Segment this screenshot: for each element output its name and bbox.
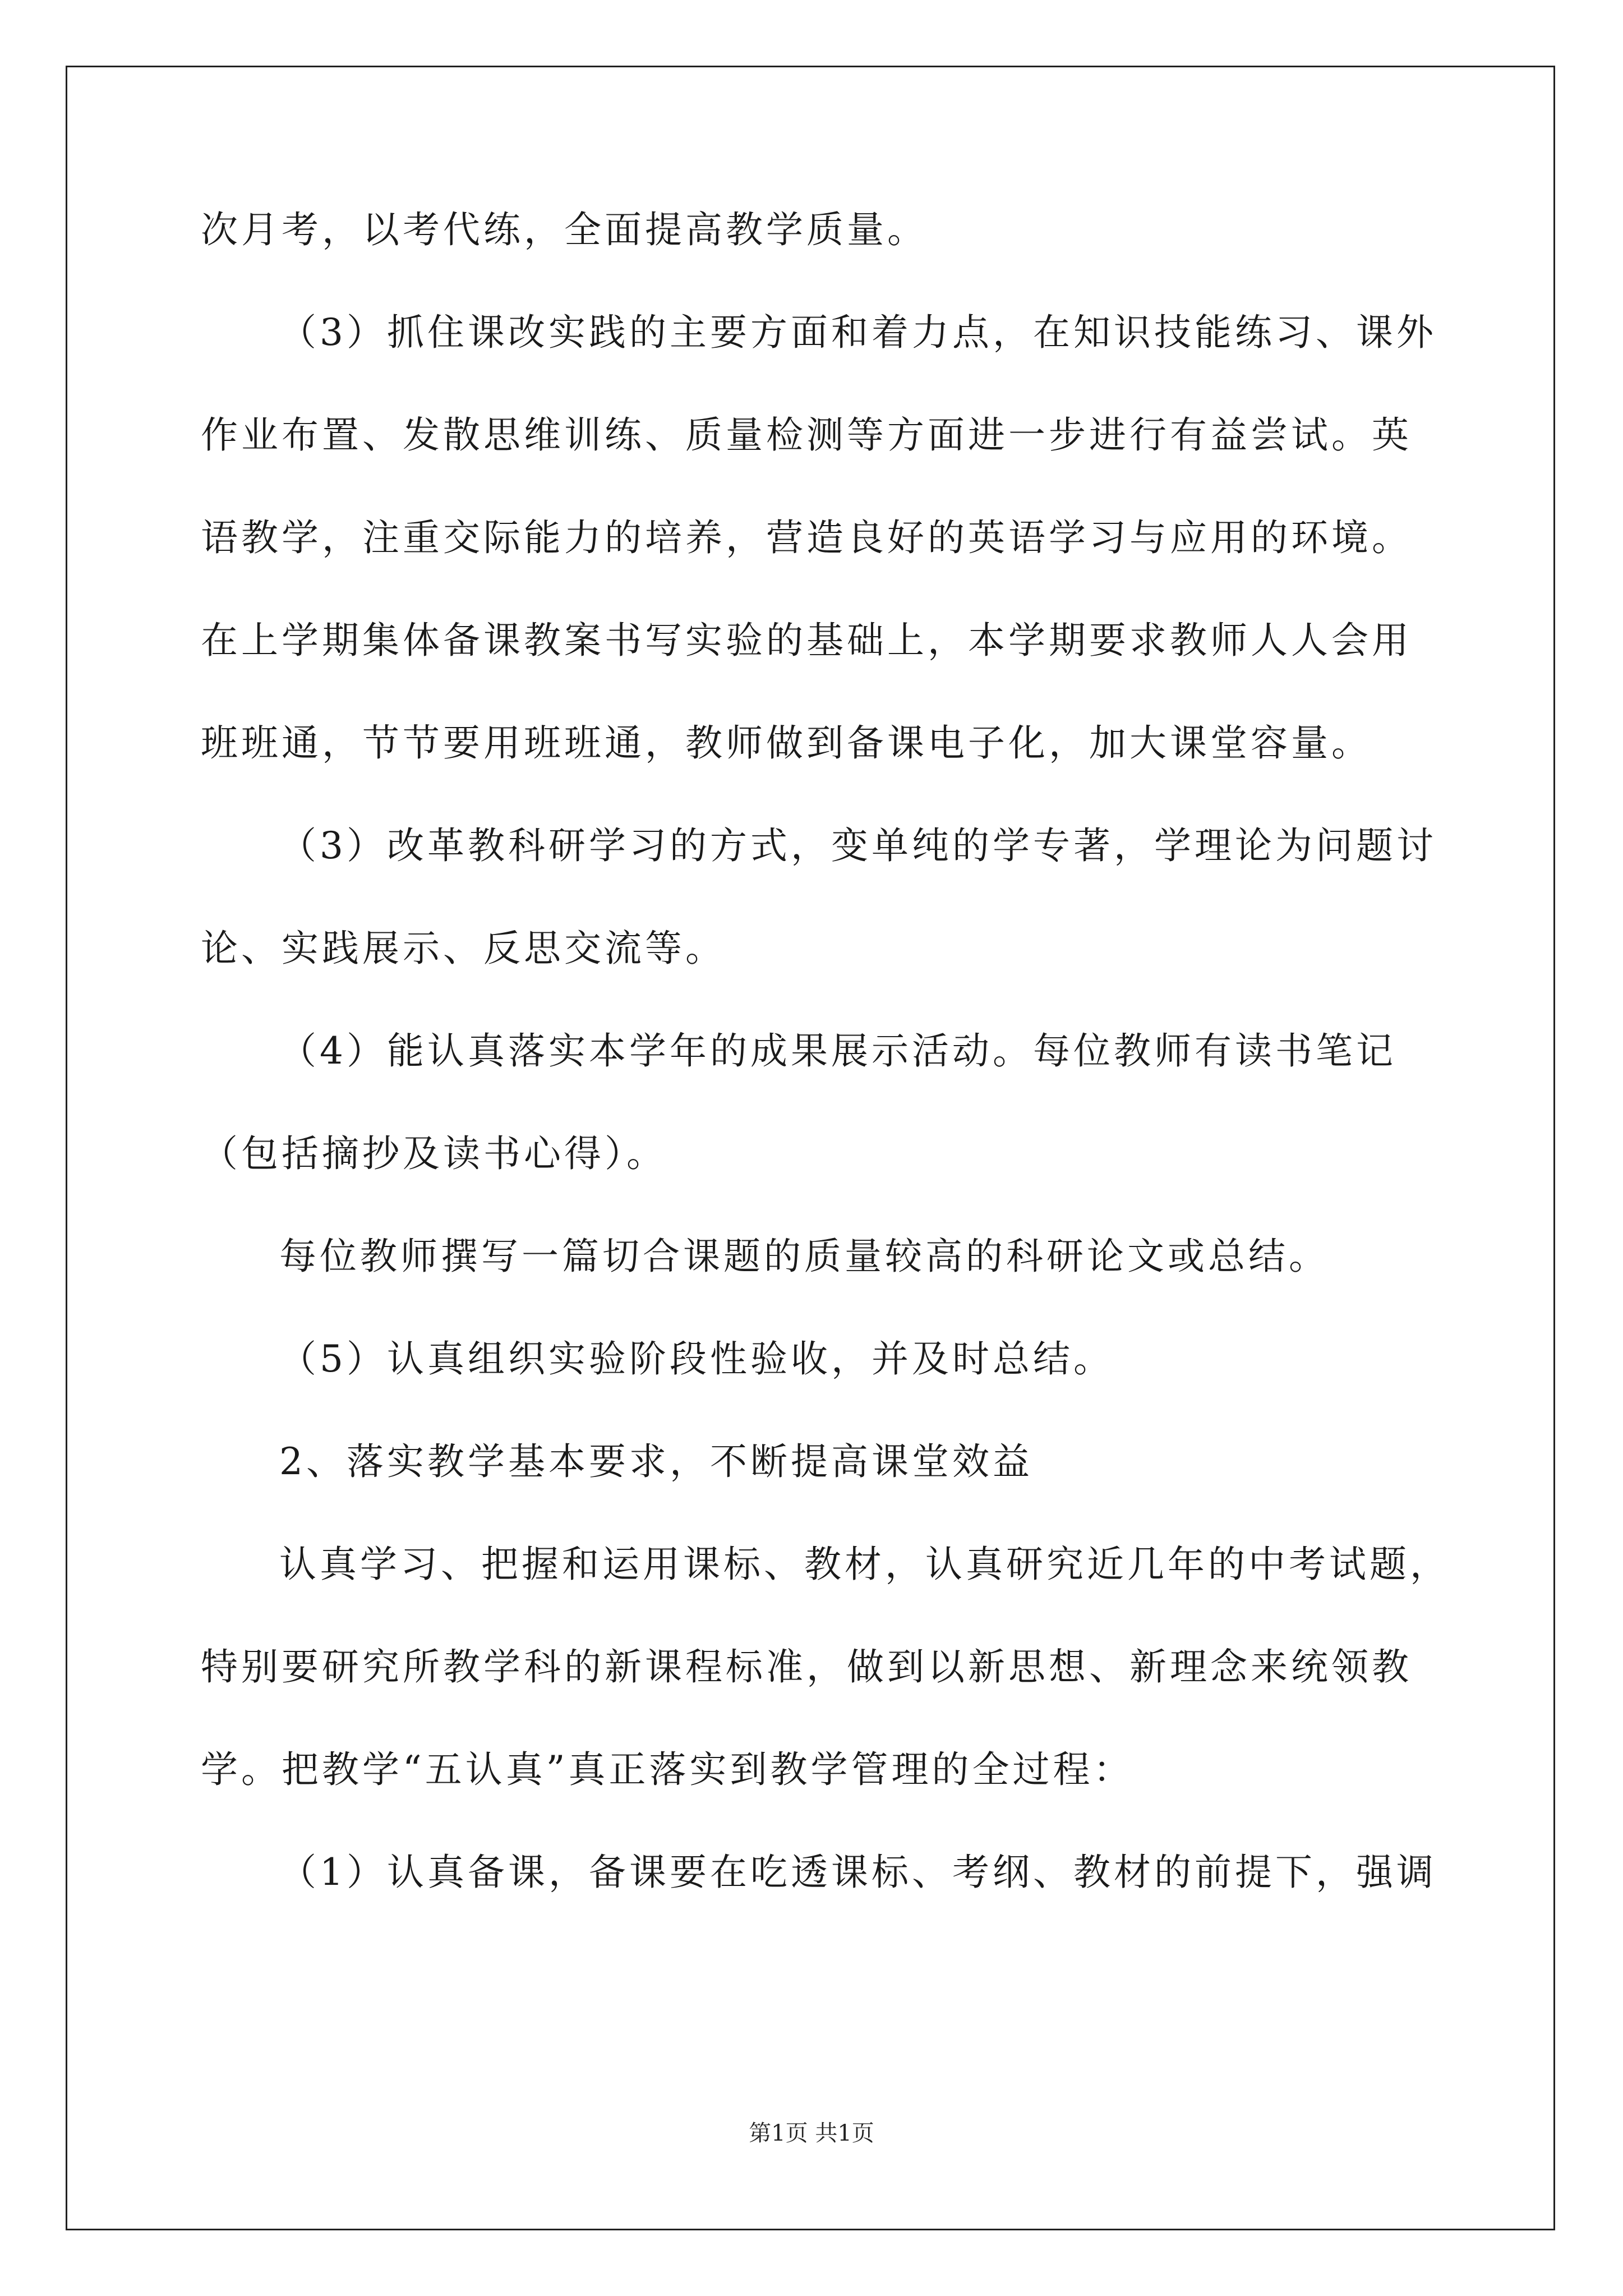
page-footer: 第1页 共1页 (749, 2120, 874, 2146)
text-line: 学。把教学“五认真”真正落实到教学管理的全过程： (201, 1748, 1134, 1791)
text-line: 认真学习、把握和运用课标、教材，认真研究近几年的中考试题， (279, 1543, 1450, 1586)
text-line: （包括摘抄及读书心得）。 (201, 1132, 667, 1175)
text-line: （5）认真组织实验阶段性验收，并及时总结。 (279, 1337, 1114, 1381)
text-line: 语教学，注重交际能力的培养，营造良好的英语学习与应用的环境。 (201, 516, 1412, 559)
text-line: 论、实践展示、反思交流等。 (201, 927, 726, 970)
text-line: 在上学期集体备课教案书写实验的基础上，本学期要求教师人人会用 (201, 619, 1412, 662)
text-line: 次月考，以考代练，全面提高教学质量。 (201, 208, 928, 251)
text-line: （4）能认真落实本学年的成果展示活动。每位教师有读书笔记 (279, 1029, 1396, 1073)
text-line: （1）认真备课，备课要在吃透课标、考纲、教材的前提下，强调 (279, 1851, 1437, 1894)
text-line: （3）改革教科研学习的方式，变单纯的学专著，学理论为问题讨 (279, 824, 1437, 867)
text-line: 特别要研究所教学科的新课程标准，做到以新思想、新理念来统领教 (201, 1645, 1412, 1688)
section-heading: 2、落实教学基本要求，不断提高课堂效益 (279, 1440, 1033, 1483)
text-line: 班班通，节节要用班班通，教师做到备课电子化，加大课堂容量。 (201, 721, 1372, 765)
text-line: 作业布置、发散思维训练、质量检测等方面进一步进行有益尝试。英 (201, 413, 1412, 457)
text-line: （3）抓住课改实践的主要方面和着力点，在知识技能练习、课外 (279, 311, 1437, 354)
text-line: 每位教师撰写一篇切合课题的质量较高的科研论文或总结。 (279, 1235, 1329, 1278)
